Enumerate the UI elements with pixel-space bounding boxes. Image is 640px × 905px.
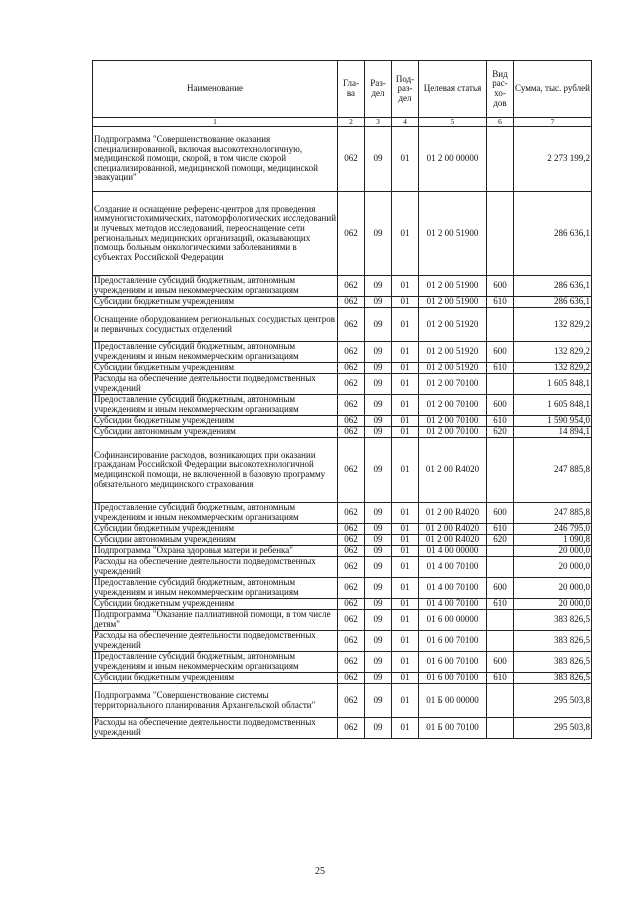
table-row	[93, 610, 592, 631]
row-section: 09	[365, 718, 392, 739]
row-target: 01 2 00 70100	[419, 374, 487, 395]
row-target: 01 2 00 51920	[419, 308, 487, 342]
row-expense-type: 620	[487, 427, 514, 438]
column-number: 3	[365, 118, 392, 127]
row-section: 09	[365, 524, 392, 535]
table-row	[93, 718, 592, 739]
header-target: Целевая статья	[419, 61, 487, 118]
row-section: 09	[365, 546, 392, 557]
row-sum: 295 503,8	[514, 718, 592, 739]
table-row	[93, 374, 592, 395]
row-expense-type	[487, 308, 514, 342]
row-name: Расходы на обеспечение деятельности подведомственных учреждений	[93, 718, 338, 739]
table-row	[93, 578, 592, 599]
row-sum: 246 795,0	[514, 524, 592, 535]
row-target: 01 6 00 70100	[419, 673, 487, 684]
row-name: Субсидии бюджетным учреждениям	[93, 416, 338, 427]
row-section: 09	[365, 363, 392, 374]
row-expense-type: 600	[487, 276, 514, 297]
header-name: Наименование	[93, 61, 338, 118]
header-subsection: Под-раз-дел	[392, 61, 419, 118]
row-subsection: 01	[392, 503, 419, 524]
row-subsection: 01	[392, 416, 419, 427]
row-target: 01 2 00 70100	[419, 416, 487, 427]
row-target: 01 2 00 51900	[419, 297, 487, 308]
row-target: 01 2 00 51920	[419, 342, 487, 363]
header-section: Раз-дел	[365, 61, 392, 118]
row-target: 01 2 00 R4020	[419, 524, 487, 535]
row-chapter: 062	[338, 374, 365, 395]
row-expense-type: 610	[487, 297, 514, 308]
row-subsection: 01	[392, 718, 419, 739]
row-expense-type	[487, 718, 514, 739]
row-chapter: 062	[338, 684, 365, 718]
row-sum: 14 894,1	[514, 427, 592, 438]
table-row	[93, 395, 592, 416]
row-sum: 20 000,0	[514, 557, 592, 578]
table-row	[93, 438, 592, 503]
row-name: Субсидии бюджетным учреждениям	[93, 524, 338, 535]
row-sum: 383 826,5	[514, 673, 592, 684]
row-sum: 383 826,5	[514, 652, 592, 673]
row-name: Предоставление субсидий бюджетным, автономным учреждениям и иным некоммерческим организациям	[93, 395, 338, 416]
row-chapter: 062	[338, 652, 365, 673]
row-section: 09	[365, 535, 392, 546]
row-subsection: 01	[392, 192, 419, 276]
row-chapter: 062	[338, 631, 365, 652]
row-chapter: 062	[338, 127, 365, 192]
row-expense-type: 610	[487, 599, 514, 610]
row-sum: 383 826,5	[514, 610, 592, 631]
row-expense-type: 610	[487, 524, 514, 535]
table-row	[93, 673, 592, 684]
table-row	[93, 276, 592, 297]
row-name: Предоставление субсидий бюджетным, автономным учреждениям и иным некоммерческим организациям	[93, 503, 338, 524]
row-subsection: 01	[392, 610, 419, 631]
row-chapter: 062	[338, 276, 365, 297]
row-subsection: 01	[392, 276, 419, 297]
row-subsection: 01	[392, 546, 419, 557]
row-section: 09	[365, 557, 392, 578]
row-sum: 1 605 848,1	[514, 374, 592, 395]
table-row	[93, 192, 592, 276]
row-section: 09	[365, 578, 392, 599]
row-section: 09	[365, 652, 392, 673]
row-expense-type	[487, 631, 514, 652]
row-section: 09	[365, 308, 392, 342]
page-number: 25	[315, 866, 325, 877]
row-subsection: 01	[392, 308, 419, 342]
header-sum: Сумма, тыс. рублей	[514, 61, 592, 118]
row-section: 09	[365, 684, 392, 718]
row-subsection: 01	[392, 395, 419, 416]
row-name: Субсидии автономным учреждениям	[93, 427, 338, 438]
row-subsection: 01	[392, 684, 419, 718]
row-target: 01 6 00 70100	[419, 652, 487, 673]
row-expense-type: 610	[487, 416, 514, 427]
row-target: 01 4 00 70100	[419, 557, 487, 578]
row-sum: 20 000,0	[514, 599, 592, 610]
budget-table	[92, 60, 592, 739]
row-section: 09	[365, 374, 392, 395]
row-chapter: 062	[338, 308, 365, 342]
table-row	[93, 416, 592, 427]
row-sum: 132 829,2	[514, 342, 592, 363]
row-target: 01 6 00 00000	[419, 610, 487, 631]
row-chapter: 062	[338, 363, 365, 374]
table-row	[93, 557, 592, 578]
row-sum: 132 829,2	[514, 363, 592, 374]
row-target: 01 2 00 70100	[419, 395, 487, 416]
row-sum: 20 000,0	[514, 578, 592, 599]
row-target: 01 4 00 00000	[419, 546, 487, 557]
row-name: Субсидии бюджетным учреждениям	[93, 363, 338, 374]
row-target: 01 4 00 70100	[419, 578, 487, 599]
row-section: 09	[365, 610, 392, 631]
row-subsection: 01	[392, 427, 419, 438]
row-subsection: 01	[392, 557, 419, 578]
row-section: 09	[365, 297, 392, 308]
row-sum: 1 090,8	[514, 535, 592, 546]
table-row	[93, 546, 592, 557]
column-number: 5	[419, 118, 487, 127]
table-row	[93, 308, 592, 342]
column-number-row	[93, 118, 592, 127]
row-name: Предоставление субсидий бюджетным, автономным учреждениям и иным некоммерческим организациям	[93, 342, 338, 363]
row-subsection: 01	[392, 374, 419, 395]
row-sum: 286 636,1	[514, 192, 592, 276]
row-target: 01 2 00 R4020	[419, 438, 487, 503]
row-chapter: 062	[338, 718, 365, 739]
table-row	[93, 599, 592, 610]
column-number: 4	[392, 118, 419, 127]
header-chapter: Гла-ва	[338, 61, 365, 118]
row-expense-type	[487, 546, 514, 557]
row-expense-type	[487, 374, 514, 395]
row-name: Подпрограмма "Совершенствование оказания специализированной, включая высокотехнологичную, медицинской помощи, скорой, в том числе скорой специализированной, медицинской помощи, медицинской эвакуации"	[93, 127, 338, 192]
row-section: 09	[365, 192, 392, 276]
row-section: 09	[365, 276, 392, 297]
table-row	[93, 297, 592, 308]
row-chapter: 062	[338, 557, 365, 578]
row-chapter: 062	[338, 503, 365, 524]
row-sum: 1 590 954,0	[514, 416, 592, 427]
table-row	[93, 503, 592, 524]
table-row	[93, 427, 592, 438]
row-target: 01 Б 00 70100	[419, 718, 487, 739]
header-expense-type: Вид рас-хо-дов	[487, 61, 514, 118]
row-name: Субсидии бюджетным учреждениям	[93, 673, 338, 684]
row-chapter: 062	[338, 610, 365, 631]
table-row	[93, 363, 592, 374]
row-name: Расходы на обеспечение деятельности подведомственных учреждений	[93, 557, 338, 578]
row-name: Предоставление субсидий бюджетным, автономным учреждениям и иным некоммерческим организациям	[93, 652, 338, 673]
row-sum: 383 826,5	[514, 631, 592, 652]
row-expense-type	[487, 192, 514, 276]
row-chapter: 062	[338, 578, 365, 599]
row-section: 09	[365, 631, 392, 652]
table-row	[93, 631, 592, 652]
table-row	[93, 684, 592, 718]
row-name: Подпрограмма "Охрана здоровья матери и ребенка"	[93, 546, 338, 557]
row-target: 01 2 00 R4020	[419, 503, 487, 524]
row-target: 01 2 00 51920	[419, 363, 487, 374]
row-chapter: 062	[338, 297, 365, 308]
row-target: 01 2 00 00000	[419, 127, 487, 192]
row-section: 09	[365, 503, 392, 524]
row-name: Предоставление субсидий бюджетным, автономным учреждениям и иным некоммерческим организациям	[93, 578, 338, 599]
row-sum: 20 000,0	[514, 546, 592, 557]
row-subsection: 01	[392, 297, 419, 308]
row-expense-type	[487, 438, 514, 503]
row-sum: 286 636,1	[514, 297, 592, 308]
row-name: Создание и оснащение референс-центров для проведения иммуногистохимических, патоморфологических исследований и лучевых методов исследований, переоснащение сети региональных медицинских организаций, оказывающих помощь больным онкологическими заболеваниями в субъектах Российской Федерации	[93, 192, 338, 276]
row-name: Подпрограмма "Оказание паллиативной помощи, в том числе детям"	[93, 610, 338, 631]
row-subsection: 01	[392, 599, 419, 610]
row-subsection: 01	[392, 438, 419, 503]
row-subsection: 01	[392, 673, 419, 684]
row-name: Оснащение оборудованием региональных сосудистых центров и первичных сосудистых отделений	[93, 308, 338, 342]
row-expense-type: 600	[487, 503, 514, 524]
row-section: 09	[365, 599, 392, 610]
table-row	[93, 652, 592, 673]
row-target: 01 2 00 51900	[419, 276, 487, 297]
row-chapter: 062	[338, 524, 365, 535]
row-chapter: 062	[338, 395, 365, 416]
table-row	[93, 127, 592, 192]
header-row	[93, 61, 592, 118]
table-row	[93, 342, 592, 363]
row-section: 09	[365, 438, 392, 503]
row-name: Расходы на обеспечение деятельности подведомственных учреждений	[93, 374, 338, 395]
row-subsection: 01	[392, 127, 419, 192]
row-sum: 132 829,2	[514, 308, 592, 342]
row-expense-type: 600	[487, 342, 514, 363]
row-sum: 295 503,8	[514, 684, 592, 718]
row-section: 09	[365, 673, 392, 684]
row-sum: 2 273 199,2	[514, 127, 592, 192]
row-chapter: 062	[338, 438, 365, 503]
row-name: Субсидии автономным учреждениям	[93, 535, 338, 546]
table-row	[93, 535, 592, 546]
row-chapter: 062	[338, 342, 365, 363]
row-target: 01 2 00 R4020	[419, 535, 487, 546]
row-sum: 1 605 848,1	[514, 395, 592, 416]
column-number: 7	[514, 118, 592, 127]
row-sum: 247 885,8	[514, 503, 592, 524]
row-expense-type: 610	[487, 363, 514, 374]
row-section: 09	[365, 416, 392, 427]
row-subsection: 01	[392, 652, 419, 673]
row-expense-type: 620	[487, 535, 514, 546]
row-section: 09	[365, 127, 392, 192]
row-sum: 247 885,8	[514, 438, 592, 503]
row-expense-type: 610	[487, 673, 514, 684]
row-name: Софинансирование расходов, возникающих при оказании гражданам Российской Федерации высокотехнологичной медицинской помощи, не включенной в базовую программу обязательного медицинского страхования	[93, 438, 338, 503]
row-chapter: 062	[338, 535, 365, 546]
column-number: 1	[93, 118, 338, 127]
row-expense-type: 600	[487, 395, 514, 416]
row-expense-type	[487, 557, 514, 578]
row-subsection: 01	[392, 535, 419, 546]
row-target: 01 Б 00 00000	[419, 684, 487, 718]
row-subsection: 01	[392, 578, 419, 599]
row-chapter: 062	[338, 673, 365, 684]
column-number: 6	[487, 118, 514, 127]
row-section: 09	[365, 427, 392, 438]
row-chapter: 062	[338, 416, 365, 427]
table-body	[93, 127, 592, 739]
row-target: 01 6 00 70100	[419, 631, 487, 652]
row-subsection: 01	[392, 631, 419, 652]
row-target: 01 2 00 51900	[419, 192, 487, 276]
row-expense-type	[487, 684, 514, 718]
row-name: Субсидии бюджетным учреждениям	[93, 599, 338, 610]
row-expense-type: 600	[487, 578, 514, 599]
table-row	[93, 524, 592, 535]
row-section: 09	[365, 395, 392, 416]
row-name: Субсидии бюджетным учреждениям	[93, 297, 338, 308]
row-section: 09	[365, 342, 392, 363]
row-chapter: 062	[338, 192, 365, 276]
row-chapter: 062	[338, 546, 365, 557]
row-subsection: 01	[392, 524, 419, 535]
row-chapter: 062	[338, 427, 365, 438]
row-subsection: 01	[392, 342, 419, 363]
row-name: Подпрограмма "Совершенствование системы территориального планирования Архангельской области"	[93, 684, 338, 718]
row-sum: 286 636,1	[514, 276, 592, 297]
row-expense-type: 600	[487, 652, 514, 673]
row-name: Расходы на обеспечение деятельности подведомственных учреждений	[93, 631, 338, 652]
row-expense-type	[487, 610, 514, 631]
row-target: 01 2 00 70100	[419, 427, 487, 438]
row-subsection: 01	[392, 363, 419, 374]
row-expense-type	[487, 127, 514, 192]
row-chapter: 062	[338, 599, 365, 610]
row-name: Предоставление субсидий бюджетным, автономным учреждениям и иным некоммерческим организациям	[93, 276, 338, 297]
column-number: 2	[338, 118, 365, 127]
row-target: 01 4 00 70100	[419, 599, 487, 610]
